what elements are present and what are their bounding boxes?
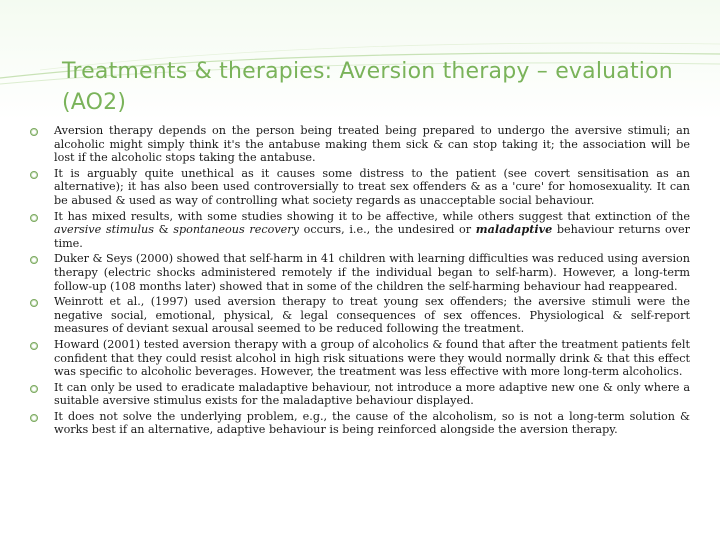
bullet-text: Aversion therapy depends on the person being treated being prepared to undergo the aversive stimuli; an alcoholic might simply think it's the antabuse making them sick & can stop taking it; the association will be lost if the alcoholic stops taking the antabuse. — [54, 124, 690, 165]
bullet-icon — [30, 414, 38, 422]
bullet-icon — [30, 299, 38, 307]
bullet-item — [30, 252, 690, 293]
bullet-icon — [30, 214, 38, 222]
bullet-text-segment: It has mixed results, with some studies showing it to be affective, while others suggest that extinction of the — [54, 209, 690, 223]
bullet-text: It is arguably quite unethical as it causes some distress to the patient (see covert sensitisation as an alternative); it has also been used controversially to treat sex offenders & as a 'cure' for homosexuality. It can be abused & used as way of controlling what society regards as unacceptable social behaviour. — [54, 166, 690, 207]
bullet-text-segment: behaviour returns over time. — [54, 223, 690, 250]
bullet-item — [30, 167, 690, 208]
bullet-icon — [30, 256, 38, 264]
bullet-text-emphasis: spontaneous recovery — [173, 223, 299, 237]
bullet-icon — [30, 385, 38, 393]
slide-title: Treatments & therapies: Aversion therapy – evaluation (AO2) — [62, 59, 673, 115]
bullet-item — [30, 210, 690, 251]
bullet-item — [30, 124, 690, 165]
bullet-item — [30, 410, 690, 437]
bullet-text-strong-emphasis: maladaptive — [475, 222, 553, 237]
bullet-text-segment: & — [154, 223, 174, 237]
bullet-item — [30, 381, 690, 408]
bullet-icon — [30, 171, 38, 179]
bullet-list — [30, 124, 690, 439]
bullet-icon — [30, 128, 38, 136]
bullet-text: Duker & Seys (2000) showed that self-harm in 41 children with learning difficulties was reduced using aversion therapy (electric shocks administered remotely if the individual began to self-harm). However, a long-term follow-up (108 months later) showed that in some of the children the self-harming behaviour had reappeared. — [54, 252, 690, 293]
bullet-text: It can only be used to eradicate maladaptive behaviour, not introduce a more adaptive new one & only where a suitable aversive stimulus exists for the maladaptive behaviour displayed. — [54, 380, 690, 408]
bullet-text: It does not solve the underlying problem, e.g., the cause of the alcoholism, so is not a long-term solution & works best if an alternative, adaptive behaviour is being reinforced alongside the aversion therapy. — [54, 409, 690, 437]
bullet-icon — [30, 342, 38, 350]
bullet-text-emphasis: aversive stimulus — [54, 223, 154, 237]
bullet-item — [30, 338, 690, 379]
bullet-item — [30, 295, 690, 336]
bullet-text-segment: occurs, i.e., the undesired or — [298, 223, 476, 237]
bullet-text: Howard (2001) tested aversion therapy with a group of alcoholics & found that after the treatment patients felt confident that they could resist alcohol in high risk situations were they would normally drink & that this effect was specific to alcoholic beverages. However, the treatment was less effective with more long-term alcoholics. — [54, 337, 690, 379]
bullet-text: Weinrott et al., (1997) used aversion therapy to treat young sex offenders; the aversive stimuli were the negative social, emotional, physical, & legal consequences of sex offences. Physiological & self-report measures of deviant sexual arousal seemed to be reduced following the treatment. — [54, 295, 690, 336]
